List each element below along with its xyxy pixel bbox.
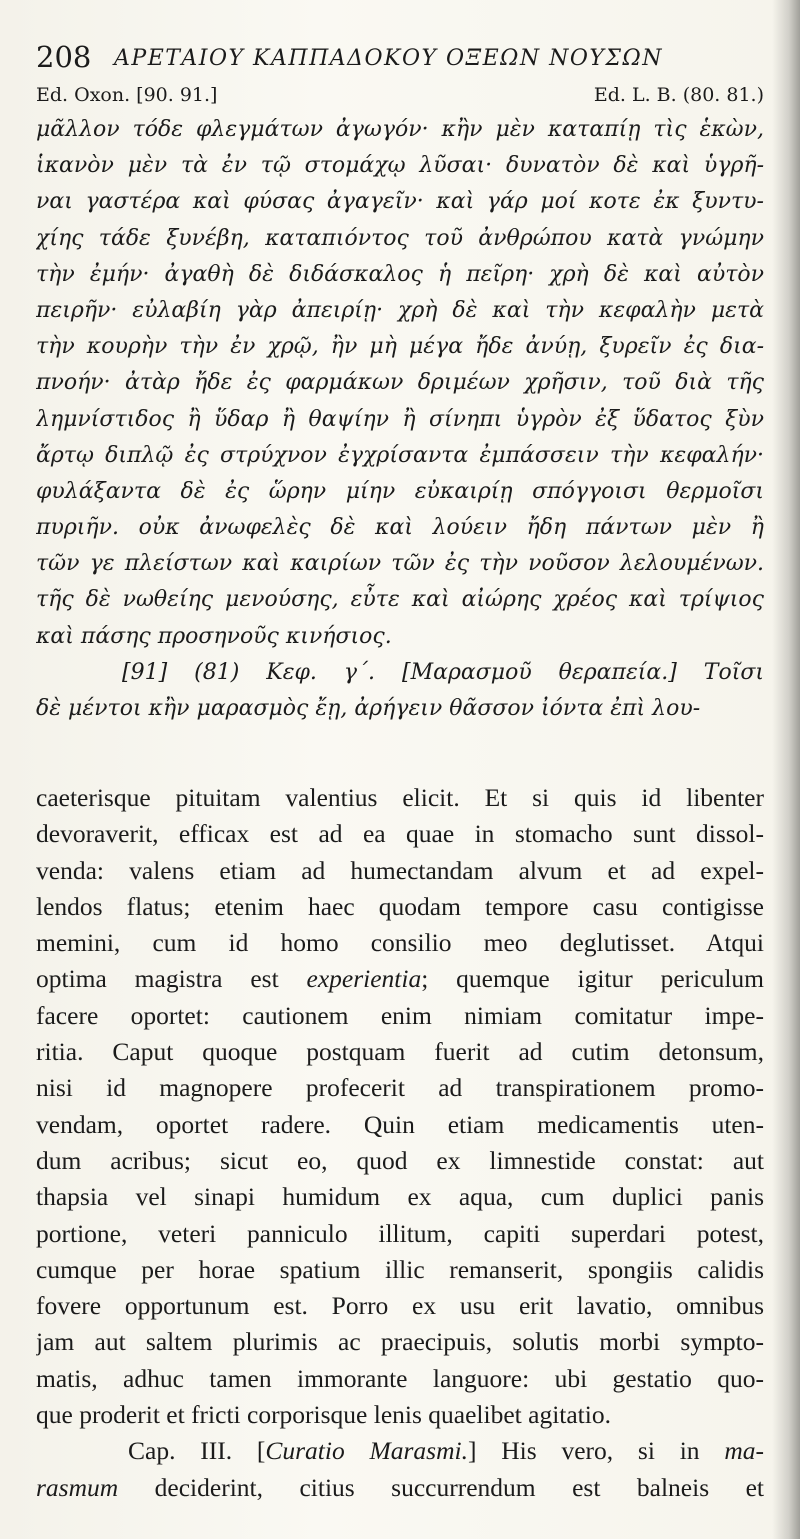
greek-text-line: ναι γαστέρα καὶ φύσας ἀγαγεῖν· καὶ γάρ μοί κοτε ἐκ ξυντυ- bbox=[36, 189, 764, 215]
latin-text-line: cumque per horae spatium illic remanserit, spongiis calidis bbox=[36, 1254, 764, 1284]
latin-text-line: optima magistra est experientia; quemque igitur periculum bbox=[36, 964, 764, 994]
greek-text-line: χίης τάδε ξυνέβη, καταπιόντος τοῦ ἀνθρώπου κατὰ γνώμην bbox=[36, 225, 764, 251]
greek-text-line: μᾶλλον τόδε φλεγμάτων ἀγωγόν· κἢν μὲν καταπίῃ τὶς ἑκὼν, bbox=[36, 117, 764, 142]
greek-text-line: τῶν γε πλείστων καὶ καιρίων τῶν ἐς τὴν νοῦσον λελουμένων. bbox=[36, 551, 764, 577]
italic-term: ma- bbox=[724, 1436, 764, 1466]
greek-text-line: ἄρτῳ διπλῷ ἐς στρύχνον ἐγχρίσαντα ἐμπάσσειν τὴν κεφαλήν· bbox=[36, 442, 764, 468]
latin-text-line: ritia. Caput quoque postquam fuerit ad cutim detonsum, bbox=[36, 1037, 764, 1067]
greek-text-line: πειρῆν· εὐλαβίη γὰρ ἀπειρίῃ· χρὴ δὲ καὶ τὴν κεφαλὴν μετὰ bbox=[36, 297, 764, 323]
greek-text-line: ἱκανὸν μὲν τὰ ἐν τῷ στομάχῳ λῦσαι· δυνατὸν δὲ καὶ ὑγρῆ- bbox=[36, 153, 764, 179]
greek-text-line: τὴν κουρὴν τὴν ἐν χρῷ, ἢν μὴ μέγα ἤδε ἀνύῃ, ξυρεῖν ἐς δια- bbox=[36, 334, 764, 360]
page-gutter-shadow bbox=[772, 0, 800, 1539]
page-header bbox=[36, 34, 756, 80]
latin-text-line: fovere opportunum est. Porro ex usu erit lavatio, omnibus bbox=[36, 1291, 764, 1321]
greek-text-line: δὲ μέντοι κἢν μαρασμὸς ἔῃ, ἀρήγειν θᾶσσον ἰόντα ἐπὶ λου- bbox=[36, 696, 701, 721]
italic-term: experientia bbox=[306, 964, 422, 994]
latin-text-line: thapsia vel sinapi humidum ex aqua, cum duplici panis bbox=[36, 1182, 764, 1212]
greek-text-line: [91] (81) Κεφ. γ΄. [Μαρασμοῦ θεραπεία.] Τοῖσι bbox=[122, 659, 764, 685]
latin-text-line: vendam, oportet radere. Quin etiam medicamentis uten- bbox=[36, 1109, 764, 1139]
latin-text-line: portione, veteri panniculo illitum, capiti superdari potest, bbox=[36, 1218, 764, 1248]
edition-reference-left: Ed. Oxon. [90. 91.] bbox=[36, 84, 218, 106]
latin-text-line: Cap. III. [Curatio Marasmi.] His vero, si in ma- bbox=[128, 1436, 764, 1466]
latin-text-line: devoraverit, efficax est ad ea quae in stomacho sunt dissol- bbox=[36, 819, 764, 849]
latin-text-line: lendos flatus; etenim haec quodam tempore casu contigisse bbox=[36, 891, 764, 921]
greek-text-block bbox=[36, 112, 764, 727]
greek-text-line: καὶ πάσης προσηνοῦς κινήσιος. bbox=[36, 623, 392, 649]
greek-text-line: τῆς δὲ νωθείης μενούσης, εὖτε καὶ αἰώρης χρέος καὶ τρίψιος bbox=[36, 587, 764, 613]
greek-text-line: φυλάξαντα δὲ ἐς ὥρην μίην εὐκαιρίῃ σπόγγοισι θερμοῖσι bbox=[36, 478, 764, 504]
page-number: 208 bbox=[36, 40, 92, 74]
latin-text-line: rasmum deciderint, citius succurrendum est balneis et bbox=[36, 1472, 764, 1502]
edition-reference-right: Ed. L. B. (80. 81.) bbox=[593, 84, 764, 106]
latin-text-line: dum acribus; sicut eo, quod ex limnestide constat: aut bbox=[36, 1145, 764, 1175]
italic-term: Curatio Marasmi. bbox=[265, 1436, 468, 1466]
latin-text-line: caeterisque pituitam valentius elicit. Et si quis id libenter bbox=[36, 783, 764, 812]
greek-text-line: λημνίστιδος ἢ ὕδαρ ἢ θαψίην ἢ σίνηπι ὑγρὸν ἐξ ὕδατος ξὺν bbox=[36, 406, 764, 432]
latin-text-line: facere oportet: cautionem enim nimiam comitatur impe- bbox=[36, 1000, 764, 1030]
greek-text-line: πνοήν· ἀτὰρ ἤδε ἐς φαρμάκων δριμέων χρῆσιν, τοῦ διὰ τῆς bbox=[36, 370, 764, 396]
latin-text-line: jam aut saltem plurimis ac praecipuis, solutis morbi sympto- bbox=[36, 1327, 764, 1357]
latin-text-line: venda: valens etiam ad humectandam alvum et ad expel- bbox=[36, 855, 764, 885]
greek-text-line: τὴν ἐμήν· ἀγαθὴ δὲ διδάσκαλος ἡ πεῖρη· χρὴ δὲ καὶ αὐτὸν bbox=[36, 261, 764, 287]
italic-term: rasmum bbox=[36, 1472, 119, 1502]
latin-text-line: nisi id magnopere profecerit ad transpirationem promo- bbox=[36, 1073, 764, 1103]
latin-translation-block bbox=[36, 780, 764, 1506]
latin-text-line: que proderit et fricti corporisque lenis quaelibet agitatio. bbox=[36, 1400, 611, 1430]
greek-text-line: πυριῆν. οὐκ ἀνωφελὲς δὲ καὶ λούειν ἤδη πάντων μὲν ἢ bbox=[36, 515, 764, 541]
latin-text-line: memini, cum id homo consilio meo deglutisset. Atqui bbox=[36, 928, 764, 958]
running-title: ΑΡΕΤΑΙΟΥ ΚΑΠΠΑΔΟΚΟΥ ΟΞΕΩΝ ΝΟΥΣΩΝ bbox=[114, 46, 663, 71]
latin-text-line: matis, adhuc tamen immorante languore: ubi gestatio quo- bbox=[36, 1363, 764, 1393]
